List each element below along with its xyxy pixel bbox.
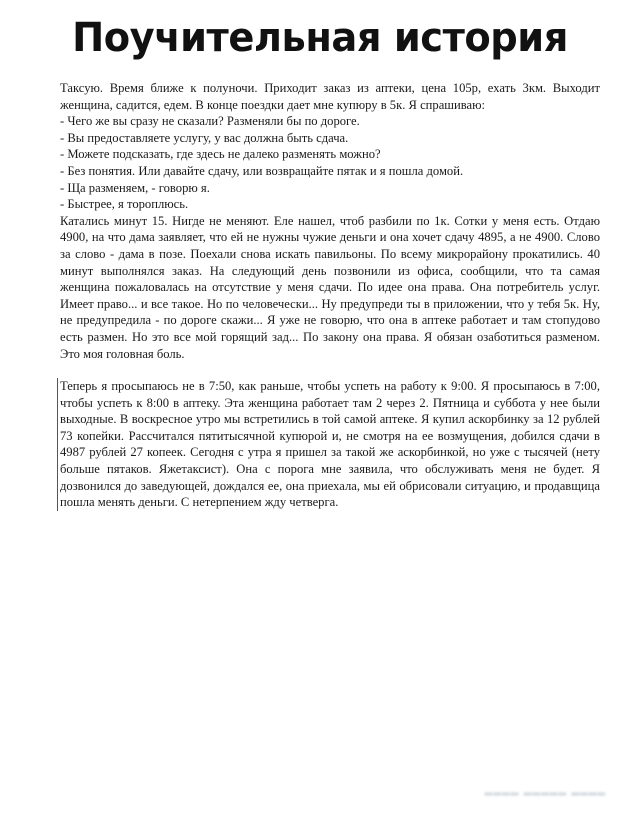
blurred-watermark: ▂▂▂▂ ▂▂▂▂▂ ▂▂▂▂ [484,785,606,796]
story-line: Таксую. Время ближе к полуночи. Приходит заказ из аптеки, цена 105р, ехать 3км. Выходит женщина, садится, едем. В конце поездки дает мне купюру в 5к. Я спрашиваю: [60,81,600,112]
paragraph-gap [60,362,600,378]
dialogue-line: - Вы предоставляете услугу, у вас должна быть сдача. [60,130,349,145]
dialogue-line: - Ща разменяем, - говорю я. [60,180,210,195]
dialogue-line: - Без понятия. Или давайте сдачу, или возвращайте пятак и я пошла домой. [60,163,464,178]
page-title: Поучительная история [72,15,568,61]
dialogue-line: - Можете подсказать, где здесь не далеко разменять можно? [60,147,381,162]
story-paragraph-2: Теперь я просыпаюсь не в 7:50, как раньше, чтобы успеть на работу к 9:00. Я просыпаюсь в 7:00, чтобы успеть к 8:00 в аптеку. Эта женщина работает там 2 через 2. Пятница и суббота у нее были выходные. В воскресное утро мы встретились в той самой аптеке. Я купил аскорбинку за 12 рублей 73 копейки. Рассчитался пятитысячной купюрой и, не смотря на ее возмущения, добился сдачи в 4987 рублей 27 копеек. Сегодня с утра я пришел за такой же аскорбинкой, но уже с тысячей (нету больше пятаков. Яжетаксист). Она с порога мне заявила, что обслуживать меня не будет. Я дозвонился до заведующей, дождался ее, она приехала, мы ей обрисовали ситуацию, и продавщица пошла менять деньги. С нетерпением жду четверга. [57,378,600,511]
story-body [60,80,600,511]
story-paragraph-1 [60,80,600,362]
story-line: Катались минут 15. Нигде не меняют. Еле нашел, чтоб разбили по 1к. Сотки у меня есть. Отдаю 4900, на что дама заявляет, что ей не нужны чужие деньги и она хочет сдачу 4895, а не 4900. Слово за слово - дама в позе. Поехали снова искать павильоны. По всему микрорайону прокатились. 40 минут выполнялся заказ. На следующий день позвонили из офиса, сообщили, что та самая женщина пожаловалась на отсутствие у меня сдачи. По идее она права. Она потребитель услуг. Имеет право... и все такое. Но по человечески... Ну предупреди ты в приложении, что у тебя 5к. Ну, не предупредила - по дороге скажи... Я уже не говорю, что она в аптеке работает и там стопудово есть размен. Но это все мой горящий зад... По закону она права. Я обязан озаботиться разменом. Это моя головная боль. [60,213,600,361]
dialogue-line: - Чего же вы сразу не сказали? Разменяли бы по дороге. [60,114,360,129]
dialogue-line: - Быстрее, я тороплюсь. [60,197,189,212]
